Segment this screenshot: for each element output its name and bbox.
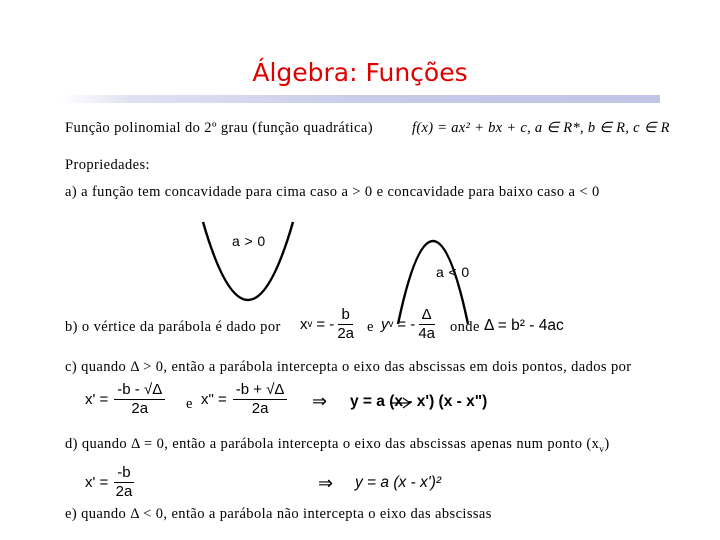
double-root-denominator: 2a [115,482,133,500]
x1-denominator: 2a [131,399,149,417]
x1-fraction [114,382,165,417]
yv-denominator: 4a [418,324,435,342]
implies-arrow-c: ⇒ [312,391,328,411]
xv-lhs: x [300,315,308,333]
double-root-formula [85,465,134,500]
vertex-y-formula [381,307,435,342]
item-a-text: a) a função tem concavidade para cima caso a > 0 e concavidade para baixo caso a < 0 [65,184,600,200]
label-a-positive: a > 0 [232,233,266,249]
yv-fraction [418,307,435,342]
intro-text: Função polinomial do 2º grau (função quadrática) [65,120,373,136]
factored-form-two-roots: y = a (x - x') (x - x") [350,393,488,410]
yv-eq: = - [397,315,416,333]
item-d-text-main: d) quando Δ = 0, então a parábola intercepta o eixo das abscissas apenas num ponto (x [65,436,600,452]
item-c-text: c) quando Δ > 0, então a parábola intercepta o eixo das abscissas em dois pontos, dados por [65,359,632,375]
yv-sub: v [388,318,394,330]
root-x2-formula [201,382,287,417]
double-root-lhs: x' = [85,473,109,491]
factored-form-one-root: y = a (x - x')² [355,474,442,491]
yv-lhs: y [381,315,389,333]
delta-label: onde [450,319,480,335]
function-definition: f(x) = ax² + bx + c, a ∈ R*, b ∈ R, c ∈ R [412,120,670,136]
xv-denominator: 2a [337,324,354,342]
x2-denominator: 2a [251,399,269,417]
x2-numerator: -b + √Δ [233,382,288,400]
yv-numerator: Δ [419,307,435,325]
double-root-numerator: -b [114,465,133,483]
item-d-text-end: ) [604,436,610,452]
x2-fraction [233,382,288,417]
item-e-text: e) quando Δ < 0, então a parábola não intercepta o eixo das abscissas [65,506,492,522]
xv-sub: v [307,318,313,330]
item-d-text-sub: v [599,444,605,455]
delta-formula: Δ = b² - 4ac [484,317,564,334]
double-root-fraction [114,465,133,500]
implies-arrow-d: ⇒ [318,473,334,493]
item-b-connector: e [367,319,374,335]
x1-numerator: -b - √Δ [114,382,165,400]
x2-lhs: x" = [201,390,227,408]
xv-fraction [337,307,354,342]
properties-heading: Propriedades: [65,157,150,173]
page-title: Álgebra: Funções [252,58,468,87]
x1-lhs: x' = [85,390,109,408]
xv-numerator: b [338,307,352,325]
label-a-negative: a < 0 [436,264,470,280]
item-d-text [65,436,610,455]
item-b-text: b) o vértice da parábola é dado por [65,319,281,335]
item-c-connector: e [186,396,193,412]
vertex-x-formula [300,307,354,342]
xv-eq: = - [316,315,335,333]
root-x1-formula [85,382,165,417]
